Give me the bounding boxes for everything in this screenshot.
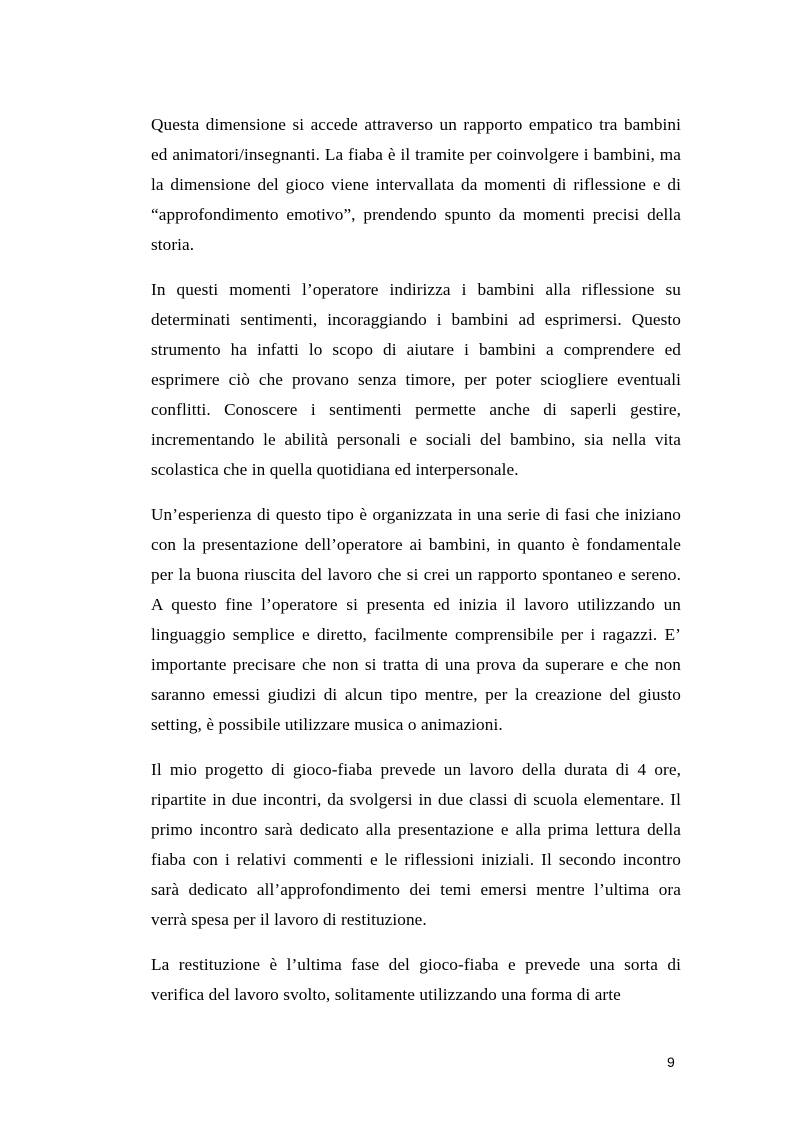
paragraph-1: Questa dimensione si accede attraverso un rapporto empatico tra bambini ed animatori/insegnanti. La fiaba è il tramite per coinvolgere i bambini, ma la dimensione del gioco viene intervallata da momenti di riflessione e di “approfondimento emotivo”, prendendo spunto da momenti precisi della storia. <box>151 115 681 254</box>
paragraph-5: La restituzione è l’ultima fase del gioco-fiaba e prevede una sorta di verifica del lavoro svolto, solitamente utilizzando una forma di arte <box>151 955 681 1004</box>
body-text <box>151 110 681 1025</box>
paragraph-2: In questi momenti l’operatore indirizza i bambini alla riflessione su determinati sentimenti, incoraggiando i bambini ad esprimersi. Questo strumento ha infatti lo scopo di aiutare i bambini a comprendere ed esprimere ciò che provano senza timore, per poter sciogliere eventuali conflitti. Conoscere i sentimenti permette anche di saperli gestire, incrementando le abilità personali e sociali del bambino, sia nella vita scolastica che in quella quotidiana ed interpersonale. <box>151 280 681 479</box>
paragraph-4: Il mio progetto di gioco-fiaba prevede un lavoro della durata di 4 ore, ripartite in due incontri, da svolgersi in due classi di scuola elementare. Il primo incontro sarà dedicato alla presentazione e alla prima lettura della fiaba con i relativi commenti e le riflessioni iniziali. Il secondo incontro sarà dedicato all’approfondimento dei temi emersi mentre l’ultima ora verrà spesa per il lavoro di restituzione. <box>151 760 681 929</box>
page-number: 9 <box>667 1054 675 1070</box>
paragraph-3: Un’esperienza di questo tipo è organizzata in una serie di fasi che iniziano con la presentazione dell’operatore ai bambini, in quanto è fondamentale per la buona riuscita del lavoro che si crei un rapporto spontaneo e sereno. A questo fine l’operatore si presenta ed inizia il lavoro utilizzando un linguaggio semplice e diretto, facilmente comprensibile per i ragazzi. E’ importante precisare che non si tratta di una prova da superare e che non saranno emessi giudizi di alcun tipo mentre, per la creazione del giusto setting, è possibile utilizzare musica o animazioni. <box>151 505 681 734</box>
